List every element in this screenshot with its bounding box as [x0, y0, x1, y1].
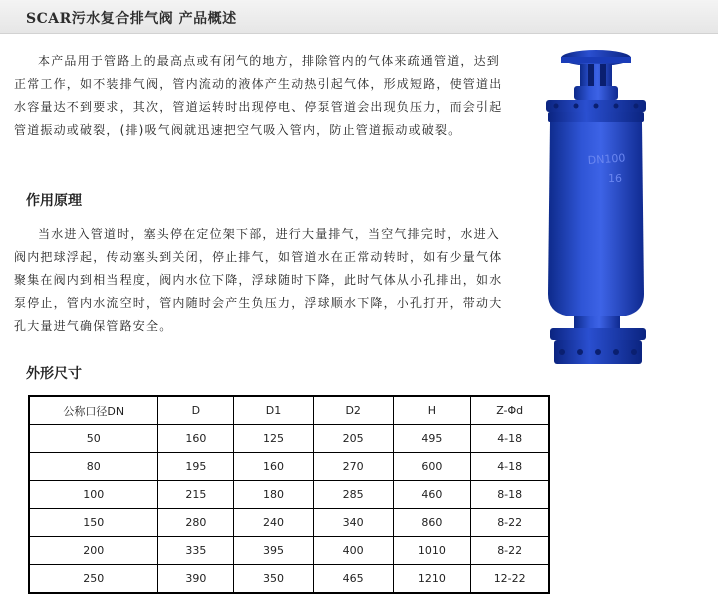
principle-heading: 作用原理 [26, 193, 82, 209]
table-cell: 8-18 [471, 481, 549, 509]
table-cell: 8-22 [471, 537, 549, 565]
table-cell: 195 [158, 453, 234, 481]
table-cell: 150 [29, 509, 158, 537]
table-cell: 335 [158, 537, 234, 565]
table-cell: 400 [313, 537, 393, 565]
table-row [29, 481, 549, 509]
table-cell: 180 [234, 481, 314, 509]
table-cell: 495 [393, 425, 471, 453]
table-row [29, 537, 549, 565]
page-header [0, 0, 718, 34]
table-cell: 215 [158, 481, 234, 509]
table-cell: 340 [313, 509, 393, 537]
table-cell: 4-18 [471, 425, 549, 453]
table-cell: 205 [313, 425, 393, 453]
valve-body [548, 122, 644, 316]
dimensions-table [28, 395, 550, 594]
dimensions-heading: 外形尺寸 [26, 366, 82, 382]
table-cell: 285 [313, 481, 393, 509]
table-header-cell: 公称口径DN [29, 396, 158, 425]
table-cell: 460 [393, 481, 471, 509]
table-row [29, 425, 549, 453]
table-cell: 600 [393, 453, 471, 481]
table-cell: 125 [234, 425, 314, 453]
table-header-cell: D1 [234, 396, 314, 425]
table-cell: 350 [234, 565, 314, 594]
table-cell: 1210 [393, 565, 471, 594]
page-title: SCAR污水复合排气阀 产品概述 [26, 11, 237, 27]
table-cell: 860 [393, 509, 471, 537]
svg-text:DN100: DN100 [587, 151, 626, 167]
table-cell: 270 [313, 453, 393, 481]
table-cell: 12-22 [471, 565, 549, 594]
table-header-cell: Z-Φd [471, 396, 549, 425]
table-cell: 1010 [393, 537, 471, 565]
table-cell: 50 [29, 425, 158, 453]
table-row [29, 509, 549, 537]
table-cell: 100 [29, 481, 158, 509]
table-cell: 80 [29, 453, 158, 481]
table-cell: 250 [29, 565, 158, 594]
table-header-cell: D [158, 396, 234, 425]
table-cell: 4-18 [471, 453, 549, 481]
table-cell: 160 [158, 425, 234, 453]
principle-paragraph: 当水进入管道时，塞头停在定位架下部，进行大量排气，当空气排完时，水进入阀内把球浮起，传动塞头到关闭，停止排气，如管道水在正常动转时，如有少量气体聚集在阀内到相当程度，阀内水位下降，浮球随时下降，此时气体从小孔排出，如水泵停止，管内水流空时，管内随时会产生负压力，浮球顺水下降，小孔打开，带动大孔大量进气确保管路安全。 [14, 227, 503, 333]
table-cell: 395 [234, 537, 314, 565]
table-cell: 160 [234, 453, 314, 481]
table-cell: 390 [158, 565, 234, 594]
table-cell: 280 [158, 509, 234, 537]
table-row [29, 565, 549, 594]
table-cell: 8-22 [471, 509, 549, 537]
svg-text:16: 16 [608, 172, 622, 185]
table-header-row [29, 396, 549, 425]
table-header-cell: H [393, 396, 471, 425]
table-row [29, 453, 549, 481]
table-cell: 200 [29, 537, 158, 565]
product-image [536, 44, 666, 374]
intro-paragraph: 本产品用于管路上的最高点或有闭气的地方，排除管内的气体来疏通管道，达到正常工作，如不装排气阀，管内流动的液体产生动热引起气体，形成短路，使管道出水容量达不到要求，其次，管道运转时出现停电、停泵管道会出现负压力，而会引起管道振动或破裂，(排)吸气阀就迅速把空气吸入管内，防止管道振动或破裂。 [14, 54, 503, 137]
table-header-cell: D2 [313, 396, 393, 425]
table-cell: 240 [234, 509, 314, 537]
table-cell: 465 [313, 565, 393, 594]
